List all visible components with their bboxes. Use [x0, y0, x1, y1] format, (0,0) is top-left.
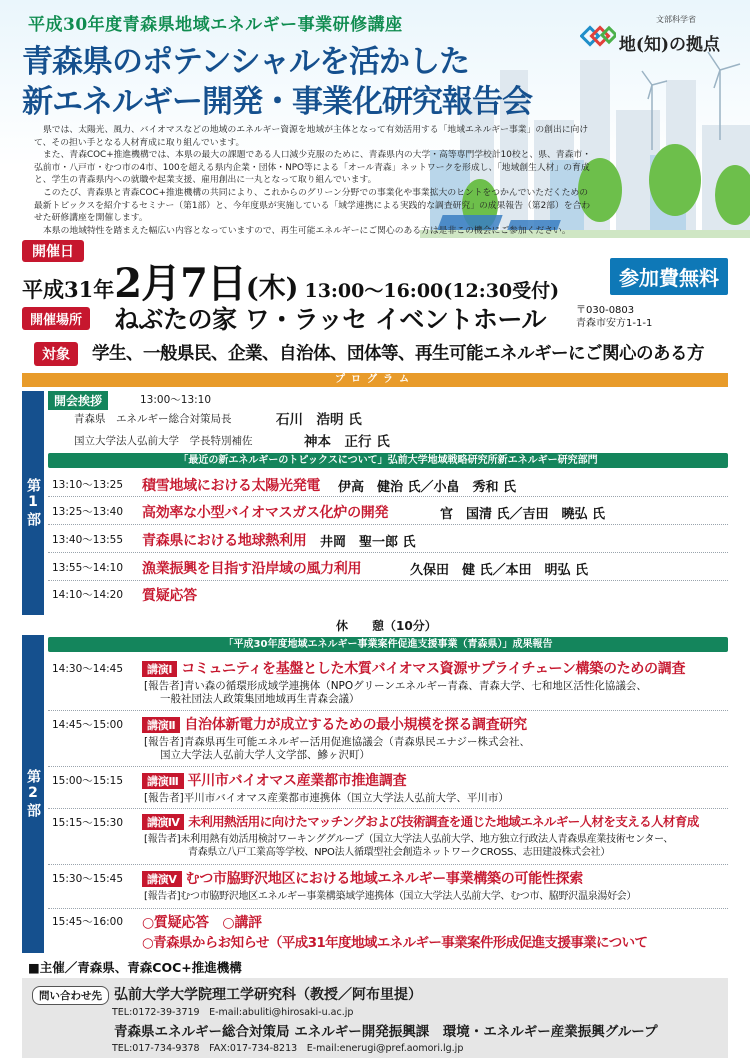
- organizer: ■主催／青森県、青森COC+推進機構: [28, 960, 242, 975]
- greeter-name: 神本 正行 氏: [304, 434, 390, 450]
- lecture-badge: 講演Ⅲ: [142, 773, 184, 789]
- reporter-line: [報告者]未利用熱有効活用検討ワーキンググループ（国立大学法人弘前大学、地方独立行政法人青森県産業技術センター、: [144, 834, 674, 845]
- row-time: 13:10〜13:25: [52, 479, 124, 491]
- date-weekday: (木): [245, 273, 299, 304]
- date-era: 平成31年: [22, 277, 115, 302]
- row-time: 14:30〜14:45: [52, 663, 124, 675]
- row-time: 14:45〜15:00: [52, 719, 124, 731]
- free-admission-badge: 参加費無料: [610, 258, 728, 295]
- break-label: 休 憩（10分）: [336, 619, 437, 633]
- part1-banner: 「最近の新エネルギーのトピックスについて」弘前大学地域戦略研究所新エネルギー研究部門: [48, 453, 728, 468]
- greeter-org: 青森県 エネルギー総合対策局長: [74, 413, 232, 425]
- lecture-badge: 講演Ⅳ: [142, 814, 184, 830]
- intro-text: [34, 124, 594, 237]
- greeter-name: 石川 浩明 氏: [276, 412, 362, 428]
- coc-logo-mark-icon: [580, 20, 616, 56]
- reporter-line: 一般社団法人政策集団地域再生青森会議）: [160, 693, 360, 705]
- contact-tel-university: TEL:0172-39-3719 E-mail:abuliti@hirosaki-u.ac.jp: [112, 1007, 354, 1018]
- closing-items: ○質疑応答 ○講評: [142, 915, 262, 931]
- row-title: 積雪地域における太陽光発電: [142, 478, 321, 494]
- venue-name: ねぶたの家 ワ・ラッセ イベントホール: [114, 305, 546, 334]
- logo-main-text: 地(知)の拠点: [618, 35, 720, 55]
- row-speaker: 井岡 聖一郎 氏: [320, 535, 416, 550]
- reporter-line: [報告者]青い森の循環形成域学連携体（NPOグリーンエネルギー青森、青森大学、七和地区活性化協議会、: [144, 680, 647, 692]
- lecture-badge: 講演Ⅰ: [142, 661, 177, 677]
- contact-label: 問い合わせ先: [32, 986, 109, 1005]
- lecture-title: 平川市バイオマス産業都市推進調査: [187, 773, 407, 789]
- contact-org-university: 弘前大学大学院理工学研究科（教授／阿布里提）: [114, 987, 422, 1003]
- row-time: 13:25〜13:40: [52, 506, 124, 518]
- row-title: 青森県における地球熱利用: [142, 533, 307, 549]
- lecture-badge: 講演Ⅴ: [142, 871, 182, 887]
- coc-logo: [576, 6, 736, 56]
- closing-notice: ○青森県からお知らせ（平成31年度地域エネルギー事業案件形成促進支援事業について: [142, 935, 648, 951]
- program-row: [48, 865, 728, 909]
- program-row: [48, 553, 728, 581]
- reporter-line: 国立大学法人弘前大学人文学部、鰺ヶ沢町）: [160, 749, 370, 761]
- target-label: 対象: [34, 342, 78, 366]
- program-row: [48, 525, 728, 553]
- target-audience: 学生、一般県民、企業、自治体、団体等、再生可能エネルギーにご関心のある方: [92, 344, 704, 364]
- row-title: [142, 770, 406, 790]
- row-title: [142, 714, 527, 734]
- program-row: [48, 497, 728, 525]
- program-row: [48, 711, 728, 767]
- intro-paragraph: また、青森COC+推進機構では、本県の最大の課題である人口減少克服のために、青森県内の大学・高等専門学校計10校と、県、青森市・弘前市・八戸市・むつ市の4市、100を超える県内企業・団体・NPO等による「オール青森」ネットワークを形成し、「地域創生人材」の育成と、学生の青森県内への就職や起業支援、雇用創出に一丸となって取り組んでいます。: [34, 150, 591, 186]
- lecture-badge: 講演Ⅱ: [142, 717, 180, 733]
- lecture-title: 自治体新電力が成立するための最小規模を探る調査研究: [184, 717, 527, 733]
- header: [0, 0, 750, 238]
- row-time: 15:45〜16:00: [52, 916, 124, 928]
- venue-zip: 〒030-0803: [576, 305, 635, 316]
- part2-banner: 「平成30年度地域エネルギー事業案件促進支援事業（青森県）」成果報告: [48, 637, 728, 652]
- part1-tab: 第1部: [22, 391, 44, 615]
- greeter-org: 国立大学法人弘前大学 学長特別補佐: [74, 435, 253, 447]
- program-row: [48, 767, 728, 809]
- row-time: 14:10〜14:20: [52, 589, 124, 601]
- opening-time: 13:00〜13:10: [140, 394, 212, 406]
- program-row: [48, 809, 728, 865]
- date-label: 開催日: [22, 240, 84, 262]
- event-time: 13:00〜16:00(12:30受付): [304, 280, 560, 302]
- row-title: [142, 658, 685, 678]
- lecture-title: コミュニティを基盤とした木質バイオマス資源サプライチェーン構築のための調査: [181, 661, 686, 677]
- program-row: [48, 581, 728, 607]
- row-title: 高効率な小型バイオマスガス化炉の開発: [142, 505, 389, 521]
- row-title: [142, 812, 699, 830]
- row-title: 漁業振興を目指す沿岸域の風力利用: [142, 561, 362, 577]
- row-time: 15:00〜15:15: [52, 775, 124, 787]
- reporter-line: [報告者]むつ市脇野沢地区エネルギー事業構築域学連携体（国立大学法人弘前大学、むつ市、脇野沢温泉湯好会）: [144, 891, 637, 902]
- page-title-line2: 新エネルギー開発・事業化研究報告会: [22, 84, 532, 120]
- intro-paragraph: 県では、太陽光、風力、バイオマスなどの地域のエネルギー資源を地域が主体となって有効活用する「地域エネルギー事業」の創出に向けて、その担い手となる人材育成に取り組んでいます。: [34, 125, 589, 148]
- row-speaker: 久保田 健 氏／本田 明弘 氏: [410, 563, 589, 578]
- program-row: [48, 471, 728, 497]
- contact-section: [22, 978, 728, 1058]
- lecture-title: 未利用熱活用に向けたマッチングおよび技術調査を通じた地域エネルギー人材を支える人材育成: [188, 814, 699, 829]
- venue-street: 青森市安方1-1-1: [576, 318, 653, 329]
- event-date: [22, 252, 560, 307]
- row-speaker: 官 国清 氏／吉田 曉弘 氏: [440, 507, 606, 522]
- contact-tel-prefecture: TEL:017-734-9378 FAX:017-734-8213 E-mail:enerugi@pref.aomori.lg.jp: [112, 1043, 464, 1054]
- lecture-title: むつ市脇野沢地区における地域エネルギー事業構築の可能性探索: [185, 871, 583, 887]
- row-time: 13:55〜14:10: [52, 562, 124, 574]
- intro-paragraph: このたび、青森県と青森COC+推進機構の共同により、これからのグリーン分野での事業化や事業拡大のヒントをつかんでいただくための最新トピックスを紹介するセミナー（第1部）と、今年度県が実施している「域学連携による実践的な調査研究」の成果報告（第2部）を合わせた研修講座を開催します。: [34, 187, 591, 224]
- reporter-line: [報告者]青森県再生可能エネルギー活用促進協議会（青森県民エナジー株式会社、: [144, 736, 530, 748]
- row-title: [142, 868, 583, 888]
- intro-paragraph: 本県の地域特性を踏まえた幅広い内容となっていますので、再生可能エネルギーにご関心のある方は是非この機会にご参加ください。: [43, 225, 571, 236]
- venue-label: 開催場所: [22, 307, 90, 330]
- venue-address: [576, 304, 652, 330]
- date-month-day: 2月7日: [114, 260, 246, 307]
- part2-tab: 第2部: [22, 635, 44, 953]
- event-kicker: 平成30年度青森県地域エネルギー事業研修講座: [28, 15, 403, 35]
- reporter-line: [報告者]平川市バイオマス産業都市連携体（国立大学法人弘前大学、平川市）: [144, 792, 509, 804]
- program-row: [48, 909, 728, 951]
- row-title: 質疑応答: [142, 588, 197, 604]
- row-speaker: 伊高 健治 氏／小畠 秀和 氏: [338, 480, 517, 495]
- logo-sub-text: 文部科学省: [656, 15, 696, 24]
- row-time: 15:15〜15:30: [52, 817, 124, 829]
- page-title-line1: 青森県のポテンシャルを活かした: [22, 44, 470, 80]
- program-header: プログラム: [22, 373, 728, 387]
- reporter-line: 青森県立八戸工業高等学校、NPO法人循環型社会創造ネットワークCROSS、志田建設株式会社）: [188, 847, 611, 858]
- program-row: [48, 655, 728, 711]
- opening-label: 開会挨拶: [48, 391, 108, 410]
- row-time: 13:40〜13:55: [52, 534, 124, 546]
- contact-org-prefecture: 青森県エネルギー総合対策局 エネルギー開発振興課 環境・エネルギー産業振興グループ: [114, 1024, 658, 1040]
- row-time: 15:30〜15:45: [52, 873, 124, 885]
